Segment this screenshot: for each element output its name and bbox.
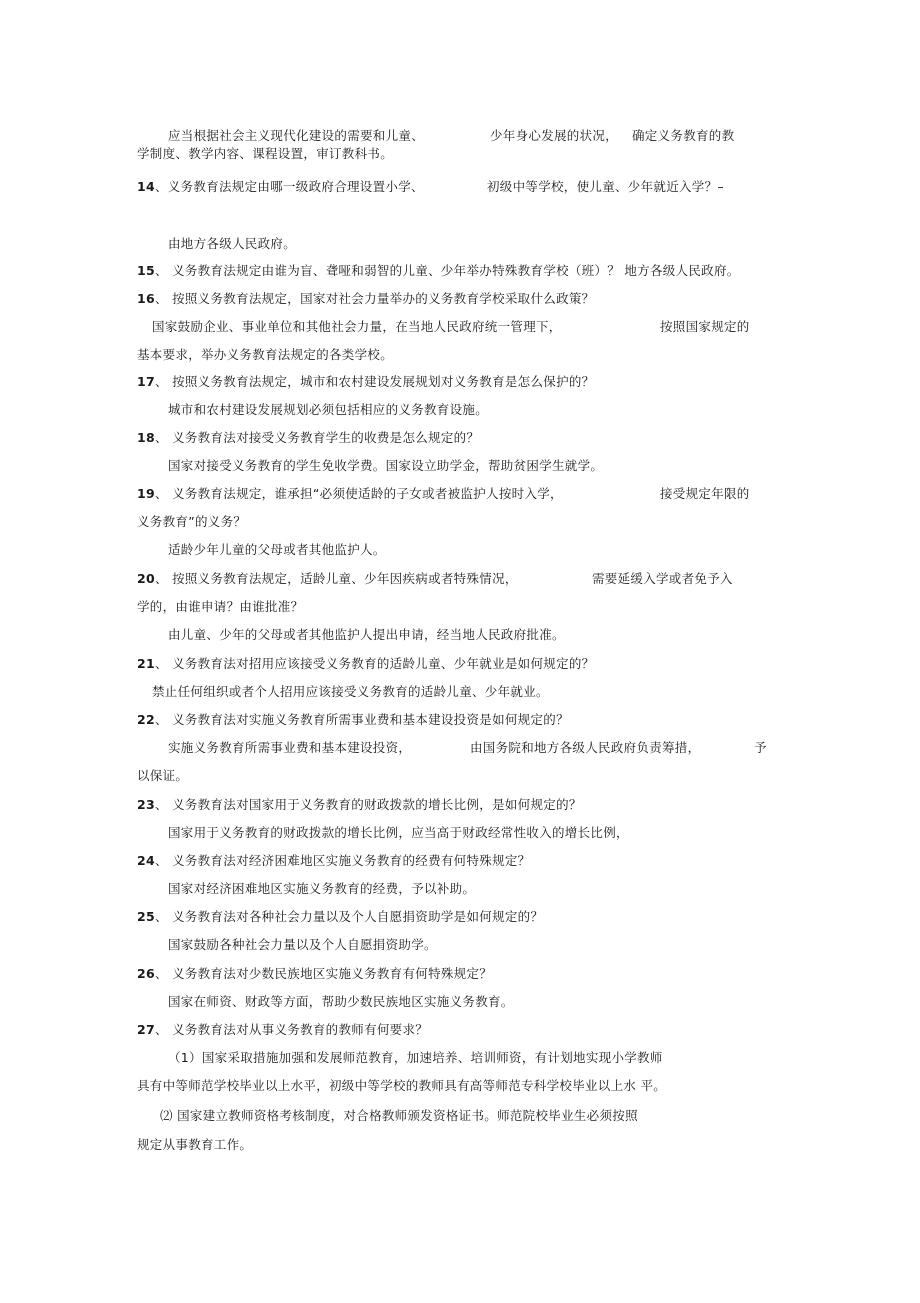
question-25: 25、 义务教育法对各种社会力量以及个人自愿捐资助学是如何规定的？ — [137, 909, 544, 924]
answer-21: 禁止任何组织或者个人招用应该接受义务教育的适龄儿童、少年就业。 — [152, 684, 549, 699]
question-18: 18、 义务教育法对接受义务教育学生的收费是怎么规定的？ — [137, 430, 480, 445]
question-22: 22、 义务教育法对实施义务教育所需事业费和基本建设投资是如何规定的？ — [137, 712, 569, 727]
question-number: 18 — [137, 430, 155, 445]
answer-27-item-1: （1）国家采取措施加强和发展师范教育，加速培养、培训师资，有计划地实现小学教师 — [168, 1050, 663, 1065]
question-20: 20、 按照义务教育法规定，适龄儿童、少年因疾病或者特殊情况， — [137, 571, 518, 586]
answer-14: 由地方各级人民政府。 — [168, 236, 297, 251]
paragraph-line: 学制度、教学内容、课程设置，审订教科书。 — [137, 146, 394, 161]
question-number: 16 — [137, 291, 155, 306]
answer-19: 适龄少年儿童的父母或者其他监护人。 — [168, 542, 386, 557]
question-16: 16、 按照义务教育法规定，国家对社会力量举办的义务教育学校采取什么政策？ — [137, 291, 595, 306]
answer-23: 国家用于义务教育的财政拨款的增长比例，应当高于财政经常性收入的增长比例， — [168, 825, 629, 840]
question-26: 26、 义务教育法对少数民族地区实施义务教育有何特殊规定？ — [137, 966, 493, 981]
question-19-line2: 义务教育”的义务？ — [137, 514, 247, 529]
answer-22: 实施义务教育所需事业费和基本建设投资， — [168, 740, 412, 755]
question-number: 17 — [137, 374, 155, 389]
answer-16: 国家鼓励企业、事业单位和其他社会力量，在当地人民政府统一管理下， — [152, 319, 562, 334]
question-number: 20 — [137, 571, 155, 586]
paragraph-line: 应当根据社会主义现代化建设的需要和儿童、 — [168, 128, 425, 143]
question-23: 23、 义务教育法对国家用于义务教育的财政拨款的增长比例，是如何规定的？ — [137, 797, 582, 812]
question-19-cont: 接受规定年限的 — [660, 486, 750, 501]
question-20-cont: 需要延缓入学或者免予入 — [592, 571, 733, 586]
question-number: 22 — [137, 712, 155, 727]
question-number: 21 — [137, 656, 155, 671]
answer-24: 国家对经济困难地区实施义务教育的经费，予以补助。 — [168, 881, 476, 896]
question-24: 24、 义务教育法对经济困难地区实施义务教育的经费有何特殊规定？ — [137, 853, 531, 868]
question-number: 14 — [137, 179, 155, 194]
question-number: 25 — [137, 909, 155, 924]
question-15: 15、 义务教育法规定由谁为盲、聋哑和弱智的儿童、少年举办特殊教育学校（班）？ 地方各级人民政府。 — [137, 263, 740, 278]
question-number: 19 — [137, 486, 155, 501]
answer-22-cont: 由国务院和地方各级人民政府负责筹措， — [470, 740, 701, 755]
question-14: 14、义务教育法规定由哪一级政府合理设置小学、 — [137, 179, 424, 194]
question-number: 23 — [137, 797, 155, 812]
question-19: 19、 义务教育法规定，谁承担“必须使适龄的子女或者被监护人按时入学， — [137, 486, 563, 501]
question-14-cont: 初级中等学校，使儿童、少年就近入学？– — [487, 179, 724, 194]
paragraph-line: 少年身心发展的状况， — [490, 128, 619, 143]
answer-26: 国家在师资、财政等方面，帮助少数民族地区实施义务教育。 — [168, 994, 514, 1009]
answer-16-line2: 基本要求，举办义务教育法规定的各类学校。 — [137, 347, 394, 362]
answer-17: 城市和农村建设发展规划必须包括相应的义务教育设施。 — [168, 402, 489, 417]
question-number: 15 — [137, 263, 155, 278]
question-27: 27、 义务教育法对从事义务教育的教师有何要求？ — [137, 1022, 429, 1037]
paragraph-line: 确定义务教育的教 — [632, 128, 735, 143]
answer-27-item-2: ⑵ 国家建立教师资格考核制度，对合格教师颁发资格证书。师范院校毕业生必须按照 — [160, 1108, 638, 1123]
question-number: 24 — [137, 853, 155, 868]
answer-20: 由儿童、少年的父母或者其他监护人提出申请，经当地人民政府批准。 — [168, 627, 565, 642]
question-21: 21、 义务教育法对招用应该接受义务教育的适龄儿童、少年就业是如何规定的？ — [137, 656, 595, 671]
answer-25: 国家鼓励各种社会力量以及个人自愿捐资助学。 — [168, 937, 437, 952]
answer-27-item-2-cont: 规定从事教育工作。 — [137, 1137, 253, 1152]
question-20-line2: 学的，由谁申请？由谁批准？ — [137, 599, 304, 614]
answer-16-cont: 按照国家规定的 — [660, 319, 750, 334]
question-17: 17、 按照义务教育法规定，城市和农村建设发展规划对义务教育是怎么保护的？ — [137, 374, 595, 389]
question-number: 27 — [137, 1022, 155, 1037]
answer-27-item-1-cont: 具有中等师范学校毕业以上水平，初级中等学校的教师具有高等师范专科学校毕业以上水 平。 — [137, 1078, 667, 1093]
answer-18: 国家对接受义务教育的学生免收学费。国家设立助学金，帮助贫困学生就学。 — [168, 458, 604, 473]
question-number: 26 — [137, 966, 155, 981]
answer-22-line2: 以保证。 — [137, 768, 189, 783]
answer-22-end: 予 — [754, 740, 767, 755]
